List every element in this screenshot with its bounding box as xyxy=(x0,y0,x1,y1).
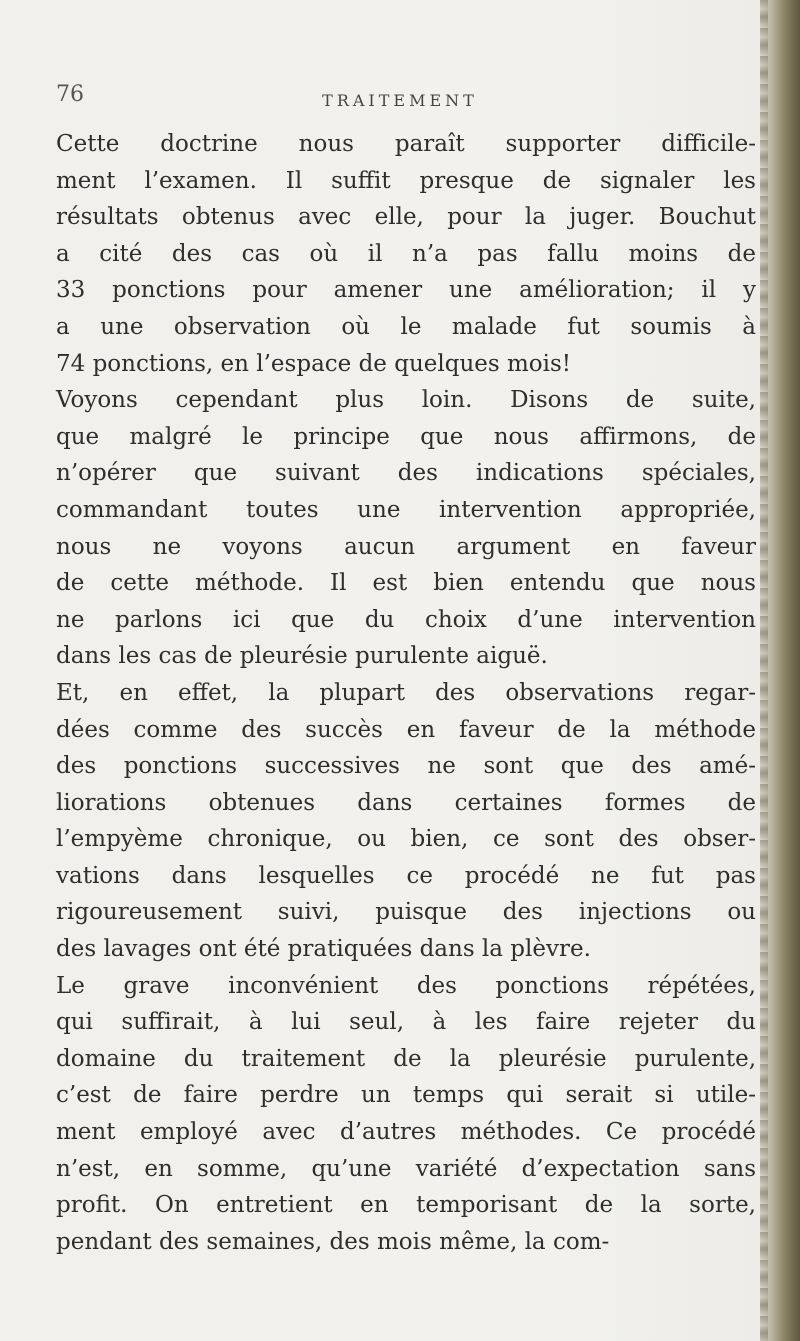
text-line: ment employé avec d’autres méthodes. Ce procédé xyxy=(56,1119,756,1146)
text-line: ment l’examen. Il suffit presque de signaler les xyxy=(56,167,756,194)
text-line: a cité des cas où il n’a pas fallu moins de xyxy=(56,240,756,267)
text-line: Et, en effet, la plupart des observations regar- xyxy=(56,679,756,706)
text-line: résultats obtenus avec elle, pour la juger. Bouchut xyxy=(56,204,756,231)
text-line: 33 ponctions pour amener une amélioration; il y xyxy=(56,277,756,304)
text-line: Cette doctrine nous paraît supporter difficile- xyxy=(56,131,756,157)
text-line: Voyons cependant plus loin. Disons de suite, xyxy=(56,387,756,414)
text-line: n’est, en somme, qu’une variété d’expectation sans xyxy=(56,1155,756,1182)
page-edge-shadow xyxy=(760,0,800,1341)
text-line: vations dans lesquelles ce procédé ne fut pas xyxy=(56,862,756,889)
text-line: dées comme des succès en faveur de la méthode xyxy=(56,716,756,743)
paragraph-2 xyxy=(56,382,756,675)
page-number: 76 xyxy=(56,82,84,107)
text-line: a une observation où le malade fut soumis à xyxy=(56,313,756,340)
text-line: de cette méthode. Il est bien entendu que nous xyxy=(56,570,756,597)
body-text xyxy=(56,126,756,1260)
running-head: TRAITEMENT xyxy=(322,91,478,110)
text-line: profit. On entretient en temporisant de la sorte, xyxy=(56,1192,756,1219)
paragraph-4 xyxy=(56,968,756,1261)
text-line: nous ne voyons aucun argument en faveur xyxy=(56,533,756,560)
text-line: rigoureusement suivi, puisque des injections ou xyxy=(56,899,756,926)
text-line: dans les cas de pleurésie purulente aiguë. xyxy=(56,643,548,670)
text-line: des lavages ont été pratiquées dans la plèvre. xyxy=(56,936,591,963)
text-line: que malgré le principe que nous affirmons, de xyxy=(56,423,756,450)
text-line: ne parlons ici que du choix d’une intervention xyxy=(56,606,756,633)
paragraph-1 xyxy=(56,126,756,382)
text-line: commandant toutes une intervention appropriée, xyxy=(56,496,756,523)
text-line: Le grave inconvénient des ponctions répétées, xyxy=(56,972,756,999)
paragraph-3 xyxy=(56,675,756,968)
text-line: n’opérer que suivant des indications spéciales, xyxy=(56,460,756,487)
text-line: c’est de faire perdre un temps qui serait si utile- xyxy=(56,1082,756,1109)
text-line: domaine du traitement de la pleurésie purulente, xyxy=(56,1045,756,1072)
text-line: qui suffirait, à lui seul, à les faire rejeter du xyxy=(56,1009,756,1036)
text-line: des ponctions successives ne sont que des amé- xyxy=(56,753,756,780)
text-line: liorations obtenues dans certaines formes de xyxy=(56,789,756,816)
text-line: pendant des semaines, des mois même, la com- xyxy=(56,1228,610,1255)
text-line: 74 ponctions, en l’espace de quelques mois! xyxy=(56,350,572,377)
text-line: l’empyème chronique, ou bien, ce sont des obser- xyxy=(56,826,756,853)
